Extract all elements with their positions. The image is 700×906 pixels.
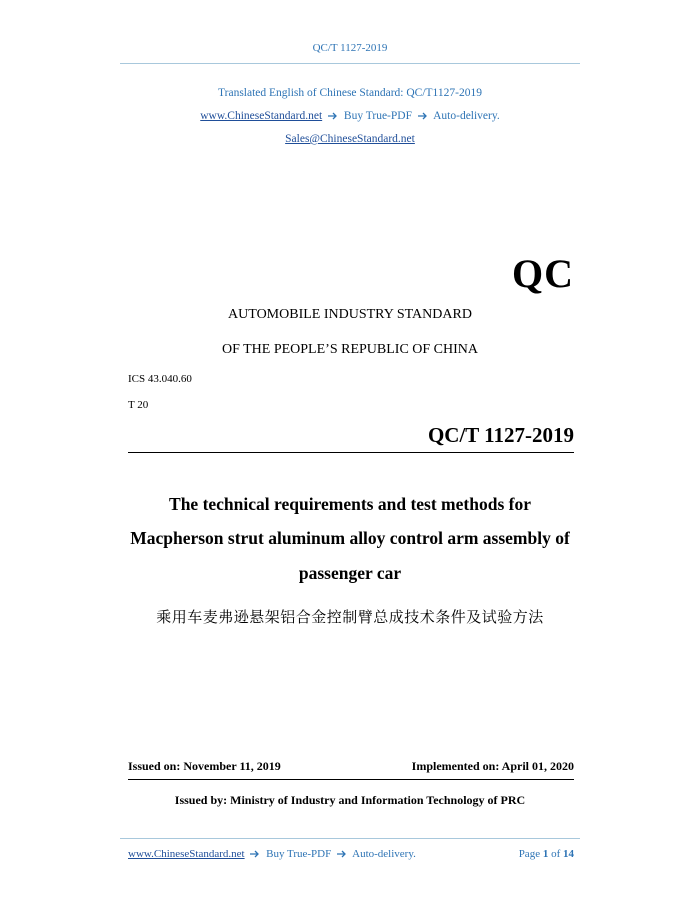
standard-number: QC/T 1127-2019 [427, 423, 574, 447]
footer-site-link[interactable]: www.ChineseStandard.net [128, 848, 245, 860]
page-total: 14 [563, 848, 574, 860]
title-line-1: The technical requirements and test methods for [169, 494, 531, 514]
footer-divider [120, 838, 580, 839]
purchase-line [0, 110, 700, 122]
arrow-right-icon [418, 112, 428, 120]
issue-date-rule [128, 779, 574, 780]
delivery-text: Auto-delivery. [433, 110, 500, 122]
issued-on-date: Issued on: November 11, 2019 [128, 759, 281, 773]
standard-type-line-1: AUTOMOBILE INDUSTRY STANDARD [228, 307, 472, 322]
footer-buy-text: Buy True-PDF [266, 848, 332, 860]
page-label: Page [518, 848, 541, 860]
title-line-2: Macpherson strut aluminum alloy control arm assembly of [130, 528, 570, 548]
site-link[interactable]: www.ChineseStandard.net [200, 110, 323, 122]
translation-notice: Translated English of Chinese Standard: QC/T1127-2019 [218, 87, 482, 99]
standard-number-rule [128, 452, 574, 453]
qc-logo: QC [512, 251, 574, 296]
header-divider [120, 63, 580, 64]
implemented-on-date: Implemented on: April 01, 2020 [411, 759, 574, 773]
page-indicator [519, 848, 574, 860]
buy-pdf-text: Buy True-PDF [343, 110, 412, 122]
email-link[interactable]: Sales@ChineseStandard.net [285, 133, 415, 145]
title-line-3: passenger car [298, 563, 402, 583]
arrow-right-icon [250, 850, 260, 858]
of-label: of [551, 848, 561, 860]
ics-code: ICS 43.040.60 [128, 373, 192, 385]
issuing-authority: Issued by: Ministry of Industry and Information Technology of PRC [174, 793, 526, 807]
page-number: 1 [542, 848, 549, 860]
email-line [0, 133, 700, 145]
footer-delivery-text: Auto-delivery. [352, 848, 416, 860]
arrow-right-icon [337, 850, 347, 858]
classification-code: T 20 [128, 399, 149, 411]
arrow-right-icon [328, 112, 338, 120]
standard-type-line-2: OF THE PEOPLE’S REPUBLIC OF CHINA [221, 342, 479, 357]
footer-purchase-line [128, 848, 416, 860]
chinese-title: 乘用车麦弗逊悬架铝合金控制臂总成技术条件及试验方法 [156, 608, 544, 626]
running-header: QC/T 1127-2019 [312, 42, 388, 54]
